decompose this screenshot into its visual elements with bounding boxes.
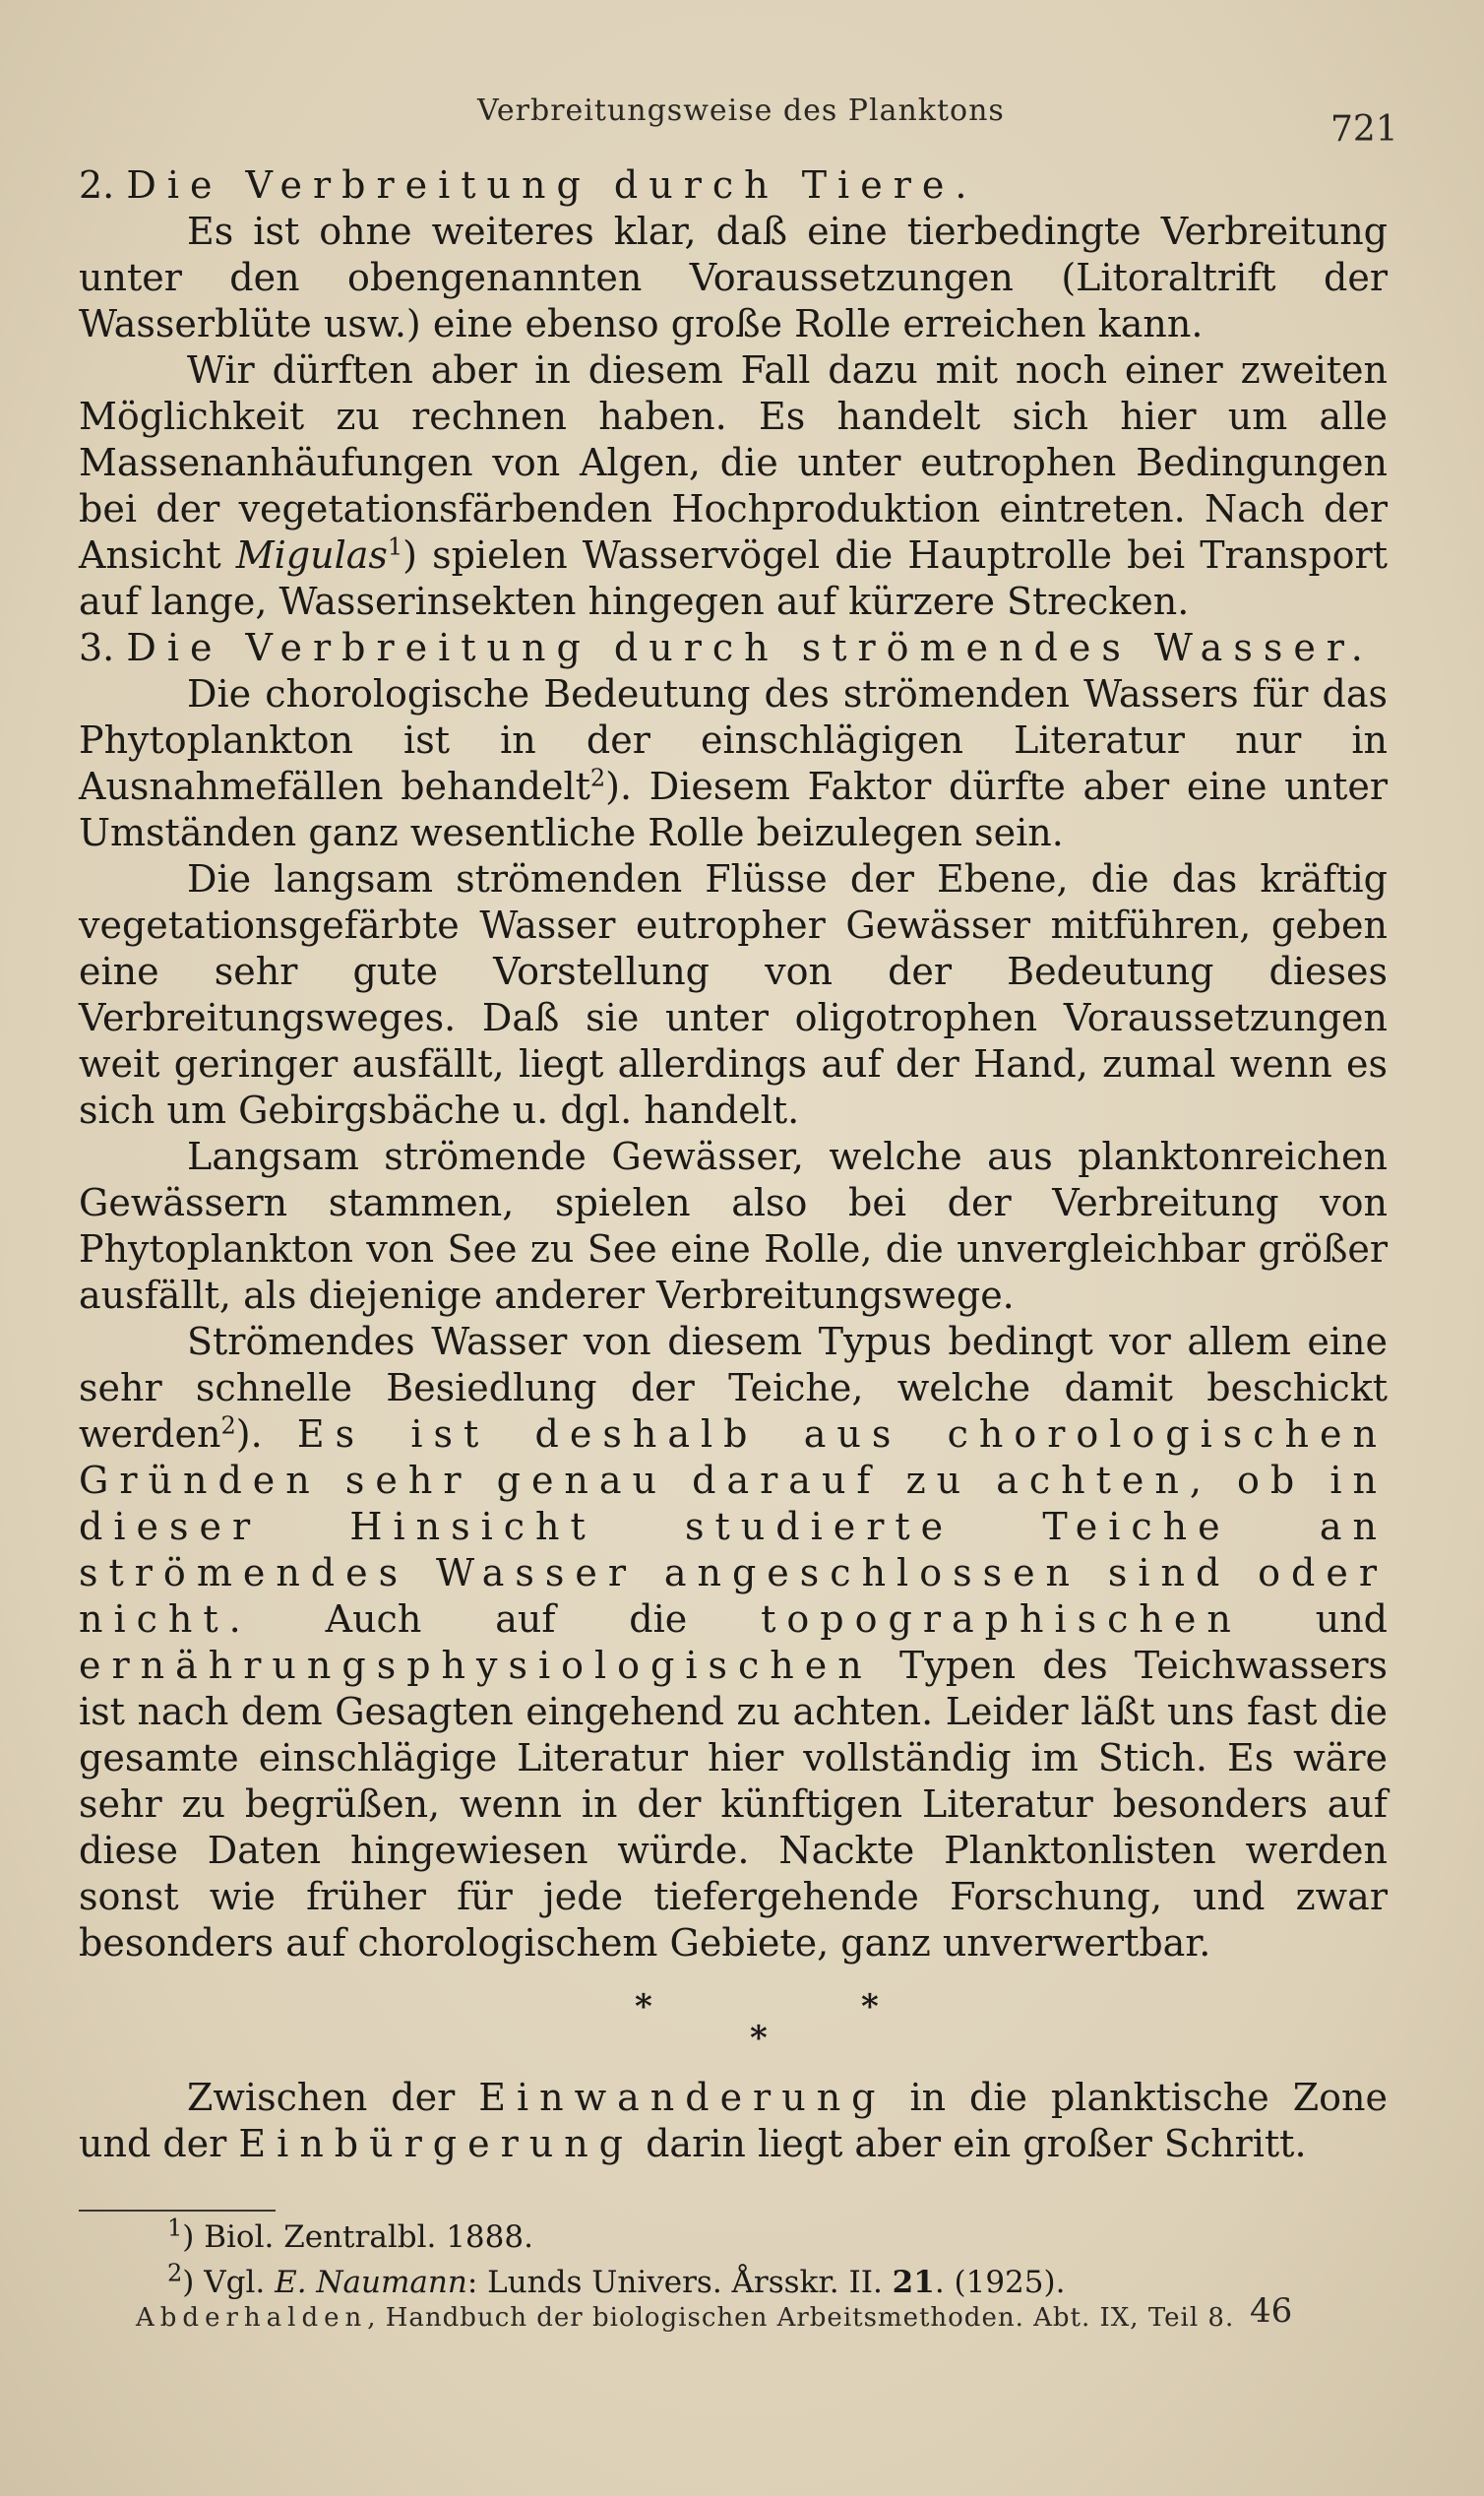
separator-star: * [750,2019,768,2058]
author-name: Migulas [235,533,388,577]
main-text [79,162,1388,2167]
section-2-heading [79,162,1388,209]
section-3-paragraph-4 [79,1319,1388,1966]
text-run: Wir dürften aber in diesem Fall dazu mit noch einer zweiten Möglichkeit zu rechnen haben. Es handelt sich hier um alle Massenanhäufungen von Algen, die unter eutrophen Bedingungen bei der vegetationsfärbenden Hochproduktion eintreten. Nach der Ansicht [79,348,1388,577]
section-2-paragraph-2 [79,347,1388,625]
footnote-mark: 1 [167,2214,183,2242]
sheet-signature: 46 [1250,2291,1293,2331]
page-footer [0,2291,1484,2362]
separator-star: * [861,1987,879,2027]
footnote-text: . (1925). [934,2265,1066,2300]
text-run: und [1241,1597,1388,1641]
page-number: 721 [1330,109,1398,150]
footnote-ref: 2 [589,764,606,792]
text-run: ). [235,1412,297,1456]
text-run: Auch auf die [251,1597,762,1641]
footnote-ref: 1 [387,532,403,561]
section-3-title: Die Verbreitung durch strömendes Wasser. [126,626,1374,669]
section-2-title: Die Verbreitung durch Tiere. [126,163,978,207]
footer-title: , Handbuch der biologischen Arbeitsmethoden. Abt. IX, Teil 8. [367,2303,1235,2333]
footnote-text: ) Vgl. [182,2265,276,2300]
section-3-paragraph-1 [79,671,1388,856]
footnote-2 [167,2260,1250,2305]
section-separator [79,1976,1388,2067]
spaced-emphasis: Einbürgerung [238,2122,635,2165]
spaced-emphasis: Einwanderung [478,2076,887,2119]
footnote-1 [167,2215,1250,2260]
section-3-paragraph-3: Langsam strömende Gewässer, welche aus planktonreichen Gewässern stammen, spielen also bei der Verbreitung von Phytoplankton von See zu See eine Rolle, die unvergleichbar größer ausfällt, als diejenige anderer Verbreitungswege. [79,1135,1388,1317]
section-3-paragraph-2: Die langsam strömenden Flüsse der Ebene, die das kräftig vegetationsgefärbte Wasser eutropher Gewässer mitführen, geben eine sehr gute Vorstellung von der Bedeutung dieses Verbreitungsweges. Daß sie unter oligotrophen Voraussetzungen weit geringer ausfällt, liegt allerdings auf der Hand, zumal wenn es sich um Gebirgsbäche u. dgl. handelt. [79,857,1388,1132]
text-run: ). Diesem Faktor dürfte aber eine unter Umständen ganz wesentliche Rolle beizulegen sein. [79,765,1388,854]
footnote-text: : Lunds Univers. Årsskr. II. [466,2265,893,2300]
footnote-divider [79,2210,276,2212]
text-run: Strömendes Wasser von diesem Typus bedingt vor allem eine sehr schnelle Besiedlung der Teiche, welche damit beschickt werden [79,1320,1388,1456]
section-3-heading [79,625,1388,671]
footnotes [167,2215,1250,2305]
text-run: darin liegt aber ein großer Schritt. [634,2122,1307,2165]
section-2-number: 2. [79,163,115,207]
section-3-number: 3. [79,626,115,669]
text-run: Typen des Teichwassers ist nach dem Gesagten eingehend zu achten. Leider läßt uns fast die gesamte einschlägige Literatur hier vollständig im Stich. Es wäre sehr zu begrüßen, wenn in der künftigen Literatur besonders auf diese Daten hingewiesen würde. Nackte Planktonlisten werden sonst wie früher für jede tiefergehende Forschung, und zwar besonders auf chorologischem Gebiete, ganz unverwertbar. [79,1644,1388,1965]
page-header [0,94,1484,153]
footnote-ref: 2 [220,1411,236,1440]
closing-paragraph [79,2075,1388,2167]
text-run: Die chorologische Bedeutung des strömenden Wassers für das Phytoplankton ist in der einschlägigen Literatur nur in Ausnahmefällen behandelt [79,672,1388,808]
spaced-emphasis: Es ist deshalb aus chorologischen Gründen sehr genau darauf zu achten, ob in dieser Hinsicht studierte Teiche an strömendes Wasser angeschlossen sind oder nicht. [79,1412,1388,1641]
footnote-author: E. Naumann [275,2265,467,2300]
footnote-mark: 2 [167,2259,183,2287]
spaced-emphasis: topographischen [761,1597,1242,1641]
volume-number: 21 [892,2265,935,2300]
section-2-paragraph-1: Es ist ohne weiteres klar, daß eine tierbedingte Verbreitung unter den obengenannten Voraussetzungen (Litoraltrift der Wasserblüte usw.) eine ebenso große Rolle erreichen kann. [79,210,1388,345]
running-title: Verbreitungsweise des Planktons [477,94,1005,128]
footnote-text: ) Biol. Zentralbl. 1888. [182,2219,533,2255]
separator-star: * [635,1987,652,2027]
text-run: Zwischen der [187,2076,479,2119]
text-run: ) spielen Wasservögel die Hauptrolle bei Transport auf lange, Wasserinsekten hingegen auf kürzere Strecken. [79,533,1388,623]
footer-author: Abderhalden [136,2303,368,2333]
spaced-emphasis: ernährungsphysiologischen [79,1644,873,1687]
text-run: in die planktische Zone und der [79,2076,1388,2165]
footer-citation [136,2303,1234,2333]
